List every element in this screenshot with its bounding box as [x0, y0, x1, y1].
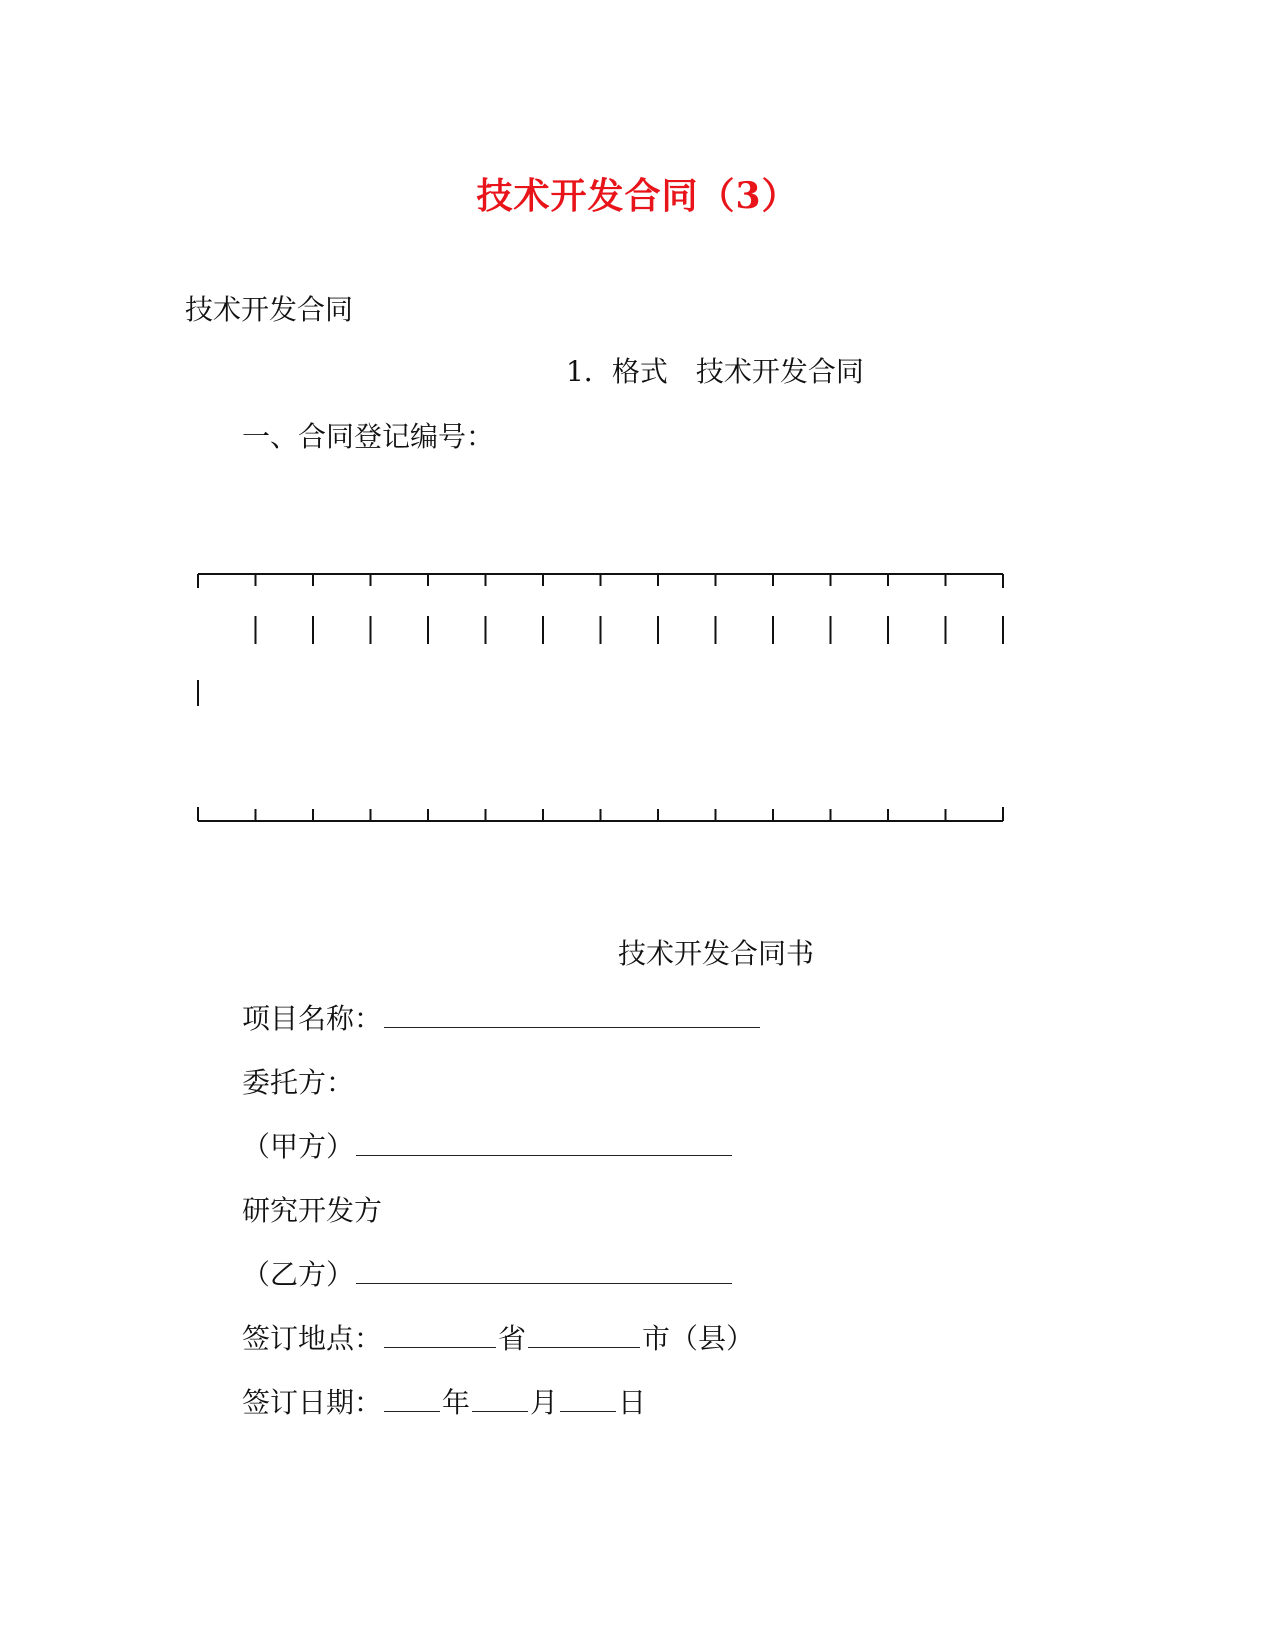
year-input-line[interactable]	[384, 1389, 440, 1412]
registration-number-label: 一、合同登记编号：	[242, 420, 495, 453]
client-label: 委托方：	[242, 1066, 355, 1099]
province-label: 省	[498, 1322, 527, 1355]
registration-grid-svg	[196, 568, 1009, 830]
city-input-line[interactable]	[528, 1325, 640, 1348]
registration-number-grid	[196, 568, 1009, 830]
city-county-label: 市（县）	[642, 1322, 755, 1355]
month-label: 月	[530, 1386, 559, 1419]
document-title: 技术开发合同（3）	[476, 175, 799, 217]
format-line: 1．格式 技术开发合同	[566, 355, 864, 388]
party-a-label: （甲方）	[242, 1130, 355, 1163]
contract-book-title: 技术开发合同书	[618, 937, 815, 970]
month-input-line[interactable]	[472, 1389, 528, 1412]
party-b-row	[242, 1258, 734, 1291]
day-input-line[interactable]	[560, 1389, 616, 1412]
day-label: 日	[618, 1386, 647, 1419]
sign-date-row	[242, 1386, 647, 1419]
sign-place-label: 签订地点：	[242, 1322, 383, 1355]
sign-date-label: 签订日期：	[242, 1386, 383, 1419]
project-name-input-line[interactable]	[384, 1005, 760, 1028]
sign-place-row	[242, 1322, 755, 1355]
party-a-input-line[interactable]	[356, 1133, 732, 1156]
province-input-line[interactable]	[384, 1325, 496, 1348]
party-b-label: （乙方）	[242, 1258, 355, 1291]
developer-label: 研究开发方	[242, 1194, 383, 1227]
year-label: 年	[442, 1386, 471, 1419]
party-a-row	[242, 1130, 734, 1163]
party-b-input-line[interactable]	[356, 1261, 732, 1284]
project-name-label: 项目名称：	[242, 1002, 383, 1035]
document-subtitle: 技术开发合同	[185, 293, 354, 326]
project-name-row	[242, 1002, 762, 1035]
